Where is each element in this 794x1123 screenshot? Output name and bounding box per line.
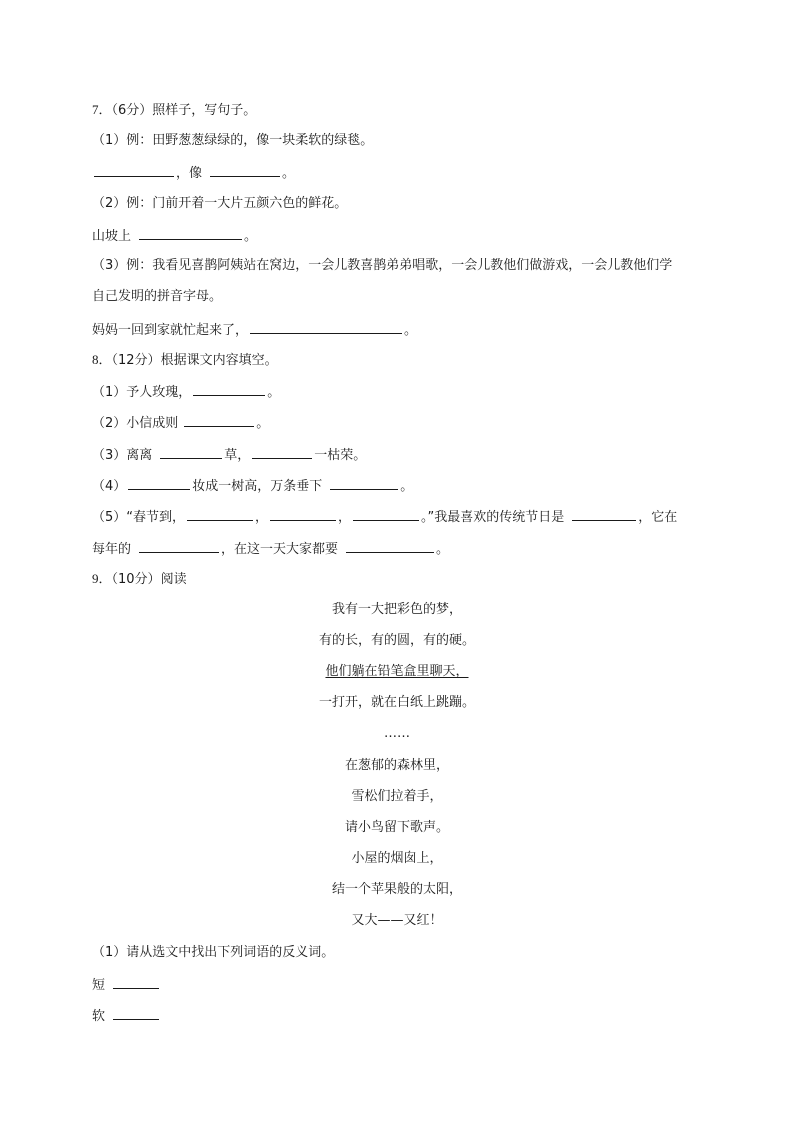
q9-title: 阅读 [160,572,187,587]
q8-i5-line2-start: 每年的 [92,542,132,557]
q8-number: 8． [92,352,112,367]
poem-ellipsis: …… [384,726,410,741]
q7-s3-blank[interactable] [250,320,402,334]
q8-item-1 [92,382,280,402]
q8-i5-blank-1[interactable] [187,507,253,521]
q8-i5-line2-mid: ，在这一天大家都要 [221,542,339,557]
q7-s2-answer-line [92,226,257,246]
q8-item-2 [92,413,269,433]
antonym-blank-1[interactable] [113,975,159,989]
q7-s1-blank-2[interactable] [210,163,280,177]
q7-s2-start: 山坡上 [92,229,132,244]
q8-i4-blank-1[interactable] [128,476,190,490]
q8-i5-blank-4[interactable] [572,507,636,521]
q8-i3-blank-1[interactable] [160,445,222,459]
q8-item-5-line-1 [92,507,677,527]
q8-i5-tail: ，它在 [638,510,678,525]
q8-i1-blank[interactable] [193,382,265,396]
q7-s3-example-line-2: 自己发明的拼音字母。 [92,289,223,304]
q8-i2-start: （2）小信成则 [92,416,179,431]
q8-i4-end: 。 [400,479,414,494]
poem-line: 在葱郁的森林里， [344,758,449,773]
q7-s2-blank[interactable] [139,226,242,240]
q7-number: 7． [92,102,112,117]
q8-item-4 [92,476,413,496]
q7-score: （6分） [111,103,153,118]
q9-number: 9． [92,571,112,586]
poem-line: 我有一大把彩色的梦， [331,602,462,617]
antonym-word-2: 软 [92,1009,106,1024]
poem-line-underlined: 他们躺在铅笔盒里聊天， [325,664,469,679]
q8-i5-mid: 。”我最喜欢的传统节日是 [421,510,565,525]
q8-i4-blank-2[interactable] [330,476,398,490]
antonym-word-1: 短 [92,978,106,993]
poem-line: 又大——又红！ [351,913,443,928]
q7-s2-end: 。 [244,229,258,244]
antonym-blank-2[interactable] [113,1006,159,1020]
q7-s1-answer-line [92,163,295,183]
q7-title: 照样子，写句子。 [152,103,257,118]
q8-i5-blank-2[interactable] [270,507,336,521]
poem-line: 请小鸟留下歌声。 [344,820,449,835]
q7-s3-example-line-1: （3）例：我看见喜鹊阿姨站在窝边，一会儿教喜鹊弟弟唱歌，一会儿教他们做游戏，一会儿教他们学 [92,258,673,273]
q8-heading [92,351,278,370]
q8-i5-line2-end: 。 [436,542,450,557]
q8-title: 根据课文内容填空。 [160,353,278,368]
q8-item-3 [92,445,366,465]
q8-i3-blank-2[interactable] [252,445,312,459]
q7-s2-example: （2）例：门前开着一大片五颜六色的鲜花。 [92,196,348,211]
q9-score: （10分） [111,572,161,587]
poem-line: 雪松们拉着手， [351,789,443,804]
q8-i4-mid: 妆成一树高，万条垂下 [192,479,323,494]
poem-line: 有的长，有的圆，有的硬。 [318,633,475,648]
q8-item-5-line-2 [92,539,449,559]
q8-i5-blank-3[interactable] [353,507,419,521]
poem-line: 一打开，就在白纸上跳蹦。 [318,695,475,710]
q8-i2-end: 。 [256,416,270,431]
poem-line: 小屋的烟囱上， [351,851,443,866]
q8-i3-end: 一枯荣。 [314,448,367,463]
poem-line: 结一个苹果般的太阳， [331,882,462,897]
q7-s3-end: 。 [404,323,418,338]
q7-s3-answer-line [92,320,417,340]
q7-s1-end: 。 [282,166,296,181]
q8-i1-start: （1）予人玫瑰， [92,385,192,400]
q7-s1-example: （1）例：田野葱葱绿绿的，像一块柔软的绿毯。 [92,133,374,148]
q8-i5-comma-1: ， [255,510,269,525]
q8-i3-start: （3）离离 [92,448,153,463]
q7-heading [92,101,256,120]
q8-i5-start: （5）“春节到， [92,510,186,525]
q8-i5-comma-2: ， [338,510,352,525]
q9-heading [92,570,187,589]
q7-s3-start: 妈妈一回到家就忙起来了， [92,323,249,338]
q7-s1-blank-1[interactable] [94,163,174,177]
q8-i5-blank-6[interactable] [346,539,434,553]
q9-antonym-1 [92,975,161,995]
q9-antonym-2 [92,1006,161,1026]
q8-i2-blank[interactable] [184,413,254,427]
q8-score: （12分） [111,353,161,368]
q8-i4-start: （4） [92,479,127,494]
q8-i5-blank-5[interactable] [139,539,219,553]
q8-i1-end: 。 [267,385,281,400]
q8-i3-mid: 草， [224,448,251,463]
q9-sub-1: （1）请从选文中找出下列词语的反义词。 [92,945,335,960]
q7-s1-mid: ，像 [176,166,203,181]
